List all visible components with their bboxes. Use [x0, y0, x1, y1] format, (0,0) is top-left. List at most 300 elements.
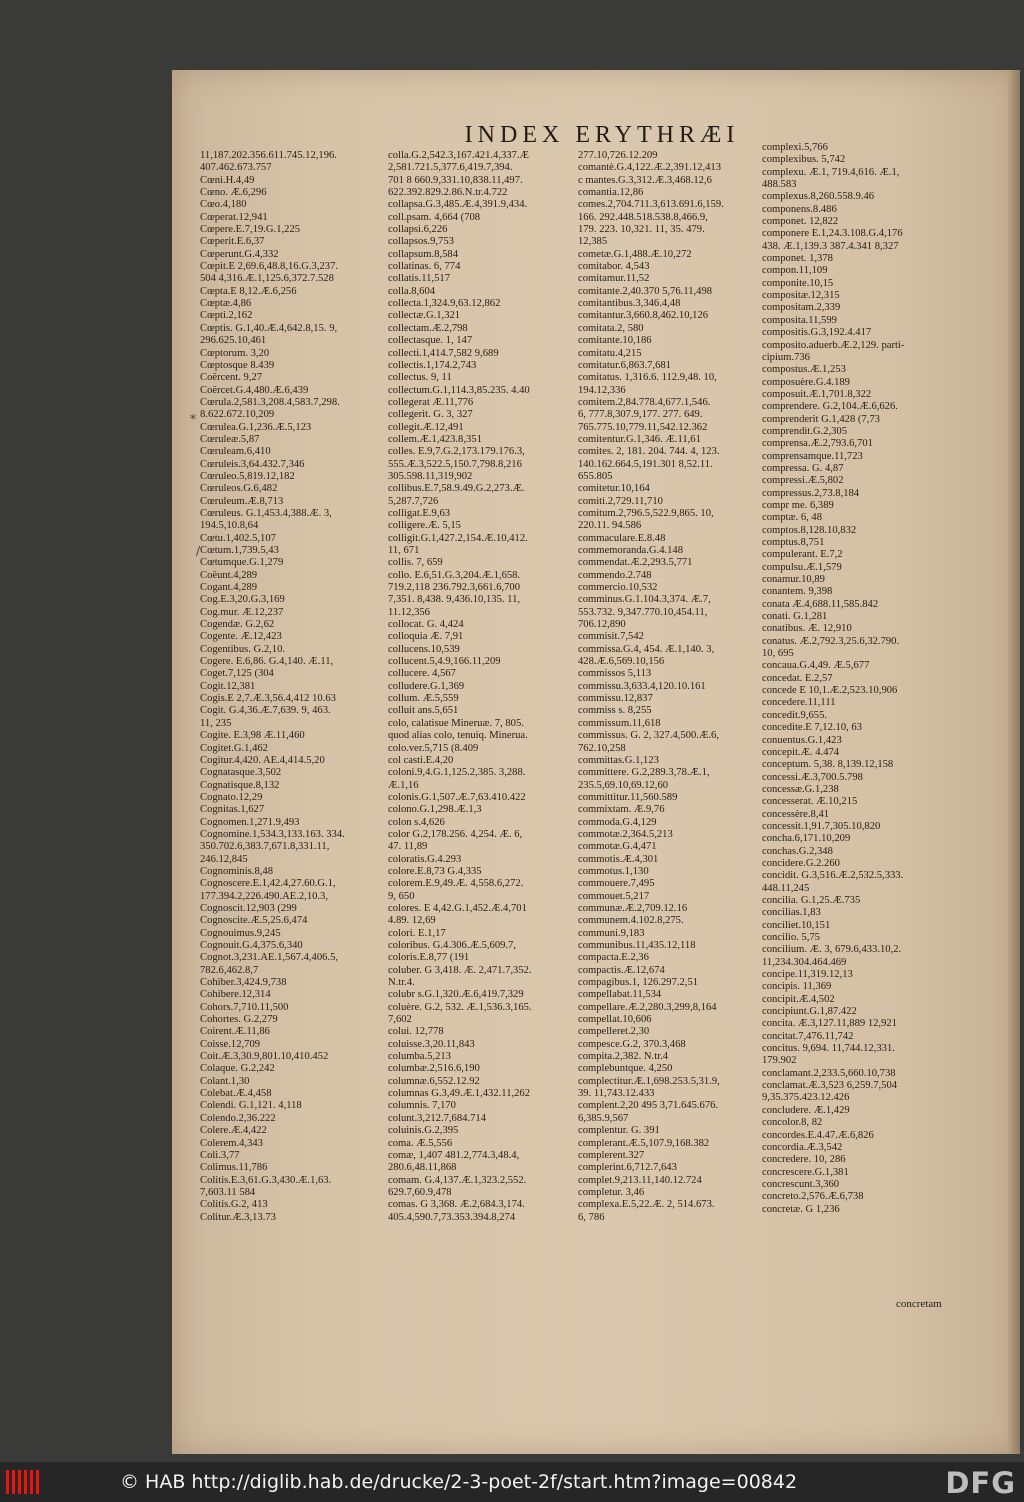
- index-entry: completur. 3,46: [578, 1186, 645, 1198]
- index-entry: collapsa.G.3,485.Æ.4,391.9,434.: [388, 199, 528, 211]
- index-entry: Cohiber.3,424.9,738: [200, 977, 287, 989]
- index-entry: Colant.1,30: [200, 1075, 250, 1087]
- index-entry: coluinis.G.2,395: [388, 1125, 459, 1137]
- index-entry: 8.622.672.10,209: [200, 409, 275, 421]
- index-entry: 296.625.10,461: [200, 335, 267, 347]
- index-entry: concreto.2,576.Æ.6,738: [762, 1191, 864, 1203]
- index-entry: coloratis.G.4.293: [388, 853, 462, 865]
- index-entry: compita.2,382. N.tr.4: [578, 1051, 669, 1063]
- index-entry: communibus.11,435.12,118: [578, 940, 696, 951]
- index-entry: Cœni.H.4,49: [200, 174, 255, 186]
- index-entry: colligit.G.1,427.2,154.Æ.10,412.: [388, 532, 528, 544]
- index-entry: Cœruleus. G.1,453.4,388.Æ. 3,: [200, 507, 332, 519]
- index-entry: comitamur.11,52: [578, 273, 650, 285]
- index-entry: complent.2,20 495 3,71.645.676.: [578, 1100, 719, 1112]
- index-entry: commotæ.2,364.5,213: [578, 828, 673, 840]
- index-entry: Cœperunt.G.4,332: [200, 248, 279, 260]
- index-entry: concitat.7,476.11,742: [762, 1030, 854, 1042]
- index-entry: compon.11,109: [762, 265, 828, 277]
- index-entry: Colendo.2,36.222: [200, 1112, 276, 1124]
- index-entry: Cogere. E.6,86. G.4,140. Æ.11,: [200, 656, 334, 668]
- index-entry: Cognoscere.E.1,42.4,27.60.G.1,: [200, 878, 336, 890]
- index-entry: Coisse.12,709: [200, 1038, 261, 1050]
- index-entry: collucent.5,4.9,166.11,209: [388, 656, 501, 668]
- index-entry: concessère.8,41: [762, 808, 830, 820]
- index-entry: collapsum.8,584: [388, 248, 459, 260]
- index-entry: collegerit. G. 3, 327: [388, 409, 473, 421]
- index-entry: colla.G.2,542.3,167.421.4,337.Æ: [388, 150, 529, 161]
- index-entry: collapsos.9,753: [388, 236, 454, 248]
- index-entry: Cœruleum.Æ.8,713: [200, 495, 284, 507]
- index-entry: 4.89. 12,69: [388, 915, 436, 927]
- index-entry: collectam.Æ.2,798: [388, 322, 468, 334]
- index-entry: Cognatasque.3,502: [200, 767, 282, 779]
- index-entry: concessæ.G.1,238: [762, 783, 839, 795]
- index-entry: Cœo.4,180: [200, 199, 247, 211]
- index-entry: collucens.10,539: [388, 643, 460, 655]
- index-entry: commotæ.G.4,471: [578, 841, 657, 853]
- index-entry: concedite.E 7,12.10, 63: [762, 722, 863, 734]
- index-entry: complexa.E.5,22.Æ. 2, 514.673.: [578, 1199, 715, 1211]
- index-entry: colores. E 4,42.G.1,452.Æ.4,701: [388, 902, 527, 914]
- index-entry: concredere. 10, 286: [762, 1154, 846, 1166]
- index-entry: comitantur.3,660.8,462.10,126: [578, 310, 709, 322]
- index-entry: 701 8 660.9,331.10,838.11,497.: [388, 174, 523, 186]
- index-entry: comitatu.4,215: [578, 347, 642, 359]
- index-entry: compulsu.Æ.1,579: [762, 561, 842, 573]
- page-spine-edge: [1008, 70, 1020, 1454]
- index-entry: c mantes.G.3,312.Æ.3,468.12,6: [578, 174, 712, 186]
- index-entry: commaculare.E.8.48: [578, 532, 666, 544]
- index-entry: comminus.G.1.104.3,374. Æ.7,: [578, 594, 711, 606]
- index-entry: colles. E.9,7.G.2,173.179.176.3,: [388, 446, 525, 458]
- index-entry: colloquia Æ. 7,91: [388, 631, 464, 643]
- index-entry: Coli.3,77: [200, 1149, 240, 1161]
- index-entry: concepit.Æ. 4.474: [762, 746, 840, 758]
- index-entry: compostus.Æ.1,253: [762, 364, 846, 376]
- index-entry: Cœruleo.5,819.12,182: [200, 470, 295, 482]
- index-entry: 6,385.9,567: [578, 1112, 629, 1124]
- index-entry: collem.Æ.1,423.8,351: [388, 433, 482, 445]
- index-entry: Cogendæ. G.2,62: [200, 619, 275, 631]
- index-entry: coma. Æ.5,556: [388, 1137, 453, 1149]
- index-entry: Cognouimus.9,245: [200, 927, 281, 939]
- index-entry: concipiunt.G.1,87.422: [762, 1006, 857, 1018]
- index-entry: comantè.G.4,122.Æ.2,391.12,413: [578, 162, 722, 174]
- index-entry: Colerem.4,343: [200, 1137, 263, 1149]
- index-entry: 719.2,118 236.792.3,661.6,700: [388, 582, 521, 594]
- viewer-footer: [0, 1462, 1024, 1502]
- index-entry: concaua.G.4,49. Æ.5,677: [762, 660, 870, 672]
- index-entry: 428.Æ.6,569.10,156: [578, 656, 665, 668]
- index-entry: 762.10,258: [578, 742, 626, 754]
- index-entry: columnas G.3,49.Æ.1,432.11,262: [388, 1088, 531, 1100]
- index-entry: commissos 5,113: [578, 668, 652, 680]
- index-entry: Coërcent. 9,27: [200, 372, 263, 384]
- index-entry: Colitis.E.3,61.G.3,430.Æ.1,63.: [200, 1174, 332, 1186]
- index-entry: 629.7,60.9,478: [388, 1186, 452, 1198]
- index-entry: Coërcet.G.4,480.Æ.6,439: [200, 384, 309, 396]
- index-entry: 405.4,590.7,73.353.394.8,274: [388, 1211, 516, 1223]
- index-entry: concretæ. G 1,236: [762, 1203, 840, 1215]
- index-entry: commissus. G. 2, 327.4,500.Æ.6,: [578, 730, 719, 742]
- index-entry: Cogant.4,289: [200, 582, 258, 594]
- index-entry: Cogentibus. G.2,10.: [200, 643, 286, 655]
- index-entry: 504 4,316.Æ.1,125.6,372.7.528: [200, 273, 334, 285]
- index-entry: colludere.G.1,369: [388, 680, 465, 692]
- index-entry: 6, 777.8,307.9,177. 277. 649.: [578, 409, 703, 421]
- index-entry: conciliet.10,151: [762, 919, 831, 931]
- index-entry: concede E 10,1.Æ.2,523.10,906: [762, 685, 898, 697]
- index-entry: 140.162.664.5,191.301 8,52.11.: [578, 458, 713, 470]
- index-entry: concordia.Æ.3,542: [762, 1141, 843, 1153]
- index-entry: commendat.Æ.2,293.5,771: [578, 557, 693, 569]
- index-entry: Cœpit.E 2,69.6,48.8,16.G.3,237.: [200, 261, 339, 273]
- index-entry: colo.ver.5,715 (8.409: [388, 742, 479, 754]
- index-entry: 11,234.304.464.469: [762, 956, 847, 968]
- catchword: concretam: [896, 1298, 942, 1310]
- index-entry: Cohibere.12,314: [200, 989, 271, 1001]
- index-entry: commotus.1,130: [578, 865, 649, 877]
- index-entry: 622.392.829.2.86.N.tr.4.722: [388, 187, 508, 199]
- index-entry: concitus. 9,694. 11,744.12,331.: [762, 1043, 895, 1055]
- index-entry: compellabat.11,534: [578, 989, 662, 1001]
- index-entry: conatibus. Æ. 12,910: [762, 623, 852, 635]
- index-entry: coloribus. G.4.306.Æ.5,609.7,: [388, 940, 517, 951]
- index-entry: comiti.2,729.11,710: [578, 495, 663, 507]
- index-entry: collatinas. 6, 774: [388, 261, 461, 273]
- index-entry: 350.702.6,383.7,671.8,331.11,: [200, 841, 330, 853]
- index-entry: colono.G.1,298.Æ.1,3: [388, 804, 482, 816]
- index-entry: collegit.Æ.12,491: [388, 421, 464, 433]
- index-entry: compelleret.2,30: [578, 1026, 650, 1038]
- index-entry: 655.805: [578, 470, 613, 482]
- index-entry: 7,602: [388, 1014, 412, 1026]
- index-entry: comitante.2,40.370 5,76.11,498: [578, 285, 713, 297]
- index-entry: collegerat Æ.11,776: [388, 396, 474, 408]
- index-entry: 7,351. 8,438. 9,436.10,135. 11,: [388, 594, 521, 606]
- index-entry: Cœptorum. 3,20: [200, 347, 270, 359]
- index-entry: comprenderit G.1,428 (7,73: [762, 413, 880, 425]
- index-entry: colligat.E.9,63: [388, 507, 451, 519]
- index-entry: Cogente. Æ.12,423: [200, 631, 282, 643]
- index-entry: Cœperit.E.6,37: [200, 236, 265, 248]
- index-entry: Cœpta.E 8,12.Æ.6,256: [200, 285, 297, 297]
- index-entry: compacta.E.2,36: [578, 952, 649, 964]
- index-entry: 194.5,10.8,64: [200, 520, 259, 532]
- index-entry: Coget.7,125 (304: [200, 668, 274, 680]
- index-entry: 706.12,890: [578, 619, 626, 631]
- index-entry: Cohortes. G.2,279: [200, 1014, 278, 1026]
- index-entry: Cœpti.2,162: [200, 310, 253, 322]
- index-entry: commissu.3,633.4,120.10.161: [578, 680, 706, 692]
- index-entry: comptæ. 6, 48: [762, 512, 823, 524]
- index-entry: 6, 786: [578, 1211, 605, 1223]
- index-entry: commotis.Æ.4,301: [578, 853, 659, 865]
- index-entry: coluisse.3,20.11,843: [388, 1038, 475, 1050]
- index-entry: conclamant.2,233.5,660.10,738: [762, 1067, 896, 1079]
- index-entry: communem.4.102.8,275.: [578, 915, 684, 927]
- index-entry: comitatus. 1,316.6. 112.9,48. 10,: [578, 372, 717, 384]
- index-entry: concrescere.G.1,381: [762, 1166, 849, 1178]
- index-entry: concedit.9,655.: [762, 709, 828, 721]
- copyright-link[interactable]: © HAB http://diglib.hab.de/drucke/2-3-poet-2f/start.htm?image=00842: [120, 1471, 798, 1493]
- index-entry: N.tr.4.: [388, 977, 415, 989]
- index-entry: conamur.10,89: [762, 574, 825, 586]
- index-entry: concesserat. Æ.10,215: [762, 796, 858, 808]
- index-entry: 47. 11,89: [388, 841, 428, 853]
- index-entry: 5,287.7,726: [388, 495, 439, 507]
- index-entry: columnis. 7,170: [388, 1100, 456, 1112]
- index-entry: Cognoscit.12,903 (299: [200, 902, 297, 914]
- index-entry: Cognoscite.Æ.5,25.6,474: [200, 915, 308, 927]
- index-entry: 280.6,48.11,868: [388, 1162, 457, 1174]
- index-entry: 179.902: [762, 1055, 797, 1067]
- index-entry: comites. 2, 181. 204. 744. 4, 123.: [578, 446, 720, 458]
- index-entry: collocat. G. 4,424: [388, 619, 464, 631]
- index-entry: columbæ.2,516.6,190: [388, 1063, 480, 1075]
- index-entry: Cœruleæ.5,87: [200, 433, 260, 445]
- index-entry: comitabor. 4,543: [578, 261, 650, 273]
- index-entry: comitante.10,186: [578, 335, 652, 347]
- index-entry: Cœptis. G.1,40.Æ.4,642.8,15. 9,: [200, 322, 338, 334]
- index-entry: comitantibus.3,346.4,48: [578, 298, 681, 310]
- index-entry: commendo.2.748: [578, 569, 652, 581]
- index-entry: Colitis.G.2, 413: [200, 1199, 268, 1211]
- index-entry: color G.2,178.256. 4,254. Æ. 6,: [388, 828, 523, 840]
- index-entry: concolor.8, 82: [762, 1117, 823, 1129]
- index-entry: 10, 695: [762, 648, 794, 660]
- index-entry: complexu. Æ.1, 719.4,616. Æ.1,: [762, 166, 900, 178]
- index-entry: Colere.Æ.4,422: [200, 1125, 267, 1137]
- index-entry: concipis. 11,369: [762, 981, 832, 993]
- index-entry: collibus.E.7,58.9.49.G.2,273.Æ.: [388, 483, 525, 495]
- index-entry: Cogite. E.3,98 Æ.11,460: [200, 730, 305, 742]
- index-entry: 553.732. 9,347.770.10,454.11,: [578, 606, 708, 618]
- index-entry: compressi.Æ.5,802: [762, 475, 844, 487]
- index-entry: Cœptosque 8.439: [200, 359, 275, 371]
- index-entry: Cognatisque.8,132: [200, 779, 280, 791]
- index-entry: comes.2,704.711.3,613.691.6,159.: [578, 199, 724, 211]
- index-entry: concedere.11,111: [762, 697, 836, 709]
- margin-asterisk: *: [190, 412, 196, 426]
- index-entry: 438. Æ.1,139.3 387.4.341 8,327: [762, 240, 899, 252]
- hab-logo-icon: [6, 1470, 40, 1494]
- index-entry: 765.775.10,779.11,542.12.362: [578, 421, 708, 433]
- index-entry: Coëunt.4,289: [200, 569, 258, 581]
- index-entry: concilia. G.1,25.Æ.735: [762, 894, 861, 906]
- index-entry: colon s.4,626: [388, 816, 445, 828]
- index-entry: Colaque. G.2,242: [200, 1063, 275, 1075]
- index-entry: compellare.Æ.2,280.3,299,8,164: [578, 1001, 717, 1013]
- index-entry: compellat.10,606: [578, 1014, 652, 1026]
- index-entry: commissa.G.4, 454. Æ.1,140. 3,: [578, 643, 715, 655]
- index-entry: 11,187.202.356.611.745.12,196.: [200, 150, 337, 161]
- index-entry: quod alias colo, tenuiq. Minerua.: [388, 730, 528, 742]
- index-entry: componet. 1,378: [762, 253, 833, 265]
- index-entry: collucere. 4,567: [388, 668, 456, 680]
- index-entry: Cognato.12,29: [200, 791, 263, 803]
- index-entry: concedat. E.2,57: [762, 672, 833, 684]
- index-entry: 12,385: [578, 236, 608, 248]
- index-entry: compositæ.12,315: [762, 290, 840, 302]
- index-entry: conati. G.1,281: [762, 611, 828, 623]
- index-entry: colonis.G.1,507.Æ.7,63.410.422: [388, 791, 526, 803]
- index-entry: Cognitas.1,627: [200, 804, 265, 816]
- index-entry: concludere. Æ.1,429: [762, 1104, 850, 1116]
- index-entry: compactis.Æ.12,674: [578, 964, 665, 976]
- index-entry: complerant.Æ.5,107.9,168.382: [578, 1137, 710, 1149]
- index-entry: compositam.2,339: [762, 302, 841, 314]
- index-entry: colluit ans.5,651: [388, 705, 459, 717]
- index-entry: columnæ.6,552.12.92: [388, 1075, 480, 1087]
- index-entry: Cognot.3,231.AE.1,567.4,406.5,: [200, 952, 339, 964]
- index-entry: Cœtumque.G.1,279: [200, 557, 284, 569]
- index-entry: collectasque. 1, 147: [388, 335, 473, 347]
- index-entry: commixtam. Æ.9,76: [578, 804, 665, 816]
- index-entry: 246.12,845: [200, 853, 248, 865]
- index-entry: composita.11,599: [762, 314, 837, 326]
- index-entry: Cogit. G.4,36.Æ.7,639. 9, 463.: [200, 705, 331, 717]
- index-entry: comitata.2, 580: [578, 322, 644, 334]
- index-column-2: [388, 150, 576, 1224]
- index-entry: Coit.Æ.3,30.9,801.10,410.452: [200, 1051, 329, 1063]
- index-entry: 39. 11,743.12.433: [578, 1088, 655, 1100]
- index-entry: colorem.E.9,49.Æ. 4,558.6,272.: [388, 878, 524, 890]
- index-entry: colore.E.8,73 G.4,335: [388, 865, 482, 877]
- index-entry: Colimus.11,786: [200, 1162, 268, 1174]
- index-entry: 194.12,336: [578, 384, 626, 396]
- index-column-4: [762, 142, 972, 1216]
- index-entry: Cœtu.1,402.5,107: [200, 532, 276, 544]
- index-entry: comprendit.G.2,305: [762, 425, 848, 437]
- index-entry: componere E.1,24.3.108.G.4,176: [762, 228, 903, 240]
- index-entry: concilias.1,83: [762, 907, 821, 919]
- index-entry: 782.6,462.8,7: [200, 964, 259, 976]
- index-entry: comitum.2,796.5,522.9,865. 10,: [578, 507, 714, 519]
- index-entry: comprendere. G.2,104.Æ.6,626.: [762, 401, 898, 413]
- index-entry: Cœtum.1,739.5,43: [200, 545, 279, 556]
- index-entry: Cohors.7,710.11,500: [200, 1001, 289, 1013]
- index-entry: componens.8.486: [762, 203, 837, 215]
- index-entry: colo, calatisue Mineruæ. 7, 805.: [388, 717, 524, 729]
- index-entry: compressa. G. 4,87: [762, 462, 844, 474]
- index-entry: 9,35.375.423.12.426: [762, 1092, 850, 1104]
- index-entry: 488.583: [762, 179, 797, 191]
- index-entry: Cog.mur. Æ.12,237: [200, 606, 284, 618]
- index-entry: compositis.G.3,192.4.417: [762, 327, 872, 339]
- index-entry: concipit.Æ.4,502: [762, 993, 835, 1005]
- index-entry: collecti.1,414.7,582 9,689: [388, 347, 499, 359]
- index-entry: colubr s.G.1,320.Æ.6,419.7,329: [388, 989, 524, 1001]
- index-entry: comantia.12,86: [578, 187, 644, 199]
- index-entry: 220.11. 94.586: [578, 520, 642, 532]
- index-entry: communæ.Æ.2,709.12.16: [578, 902, 688, 914]
- index-entry: Æ.1,16: [388, 779, 419, 791]
- index-entry: Cœruleos.G.6,482: [200, 483, 278, 495]
- index-entry: concilio. 5,75: [762, 932, 820, 943]
- index-entry: conceptum. 5,38. 8,139.12,158: [762, 759, 894, 771]
- index-entry: conantem. 9,398: [762, 586, 833, 598]
- margin-slash: /: [196, 544, 201, 558]
- index-entry: 448.11,245: [762, 882, 810, 894]
- index-entry: communi.9,183: [578, 927, 645, 939]
- index-entry: commouere.7,495: [578, 878, 655, 890]
- index-entry: comitem.2,84.778.4,677.1,546.: [578, 396, 711, 408]
- index-entry: committas.G.1,123: [578, 754, 659, 766]
- index-entry: cometæ.G.1,488.Æ.10,272: [578, 248, 692, 260]
- index-entry: coloris.E.8,77 (191: [388, 952, 470, 964]
- index-column-3: [578, 150, 760, 1224]
- index-entry: Colitur.Æ.3,13.73: [200, 1211, 276, 1223]
- index-entry: Cognouit.G.4,375.6,340: [200, 940, 303, 951]
- index-entry: 407.462.673.757: [200, 162, 272, 174]
- index-entry: 277.10,726.12.209: [578, 150, 658, 161]
- index-entry: concidere.G.2.260: [762, 857, 840, 869]
- index-entry: coluère. G.2, 532. Æ.1,536.3,165.: [388, 1001, 532, 1013]
- index-entry: Cognomine.1,534.3,133.163. 334.: [200, 828, 345, 840]
- index-entry: coluber. G 3,418. Æ. 2,471.7,352.: [388, 964, 532, 976]
- index-entry: collectus. 9, 11: [388, 372, 452, 384]
- index-entry: componet. 12,822: [762, 216, 839, 228]
- index-entry: 166. 292.448.518.538.8,466.9,: [578, 211, 708, 223]
- index-entry: commemoranda.G.4.148: [578, 545, 684, 556]
- index-entry: comitetur.10,164: [578, 483, 650, 495]
- index-entry: 177.394.2,226.490.AE.2,10.3,: [200, 890, 329, 902]
- index-entry: comprensa.Æ.2,793.6,701: [762, 438, 873, 450]
- index-entry: composuère.G.4.189: [762, 376, 850, 388]
- index-entry: Coirent.Æ.11,86: [200, 1026, 270, 1038]
- index-entry: compagibus.1, 126.297.2,51: [578, 977, 699, 989]
- index-entry: Cœptæ.4,86: [200, 298, 252, 310]
- index-entry: 555.Æ.3,522.5,150.7,798.8,216: [388, 458, 522, 470]
- index-entry: 11, 235: [200, 717, 232, 729]
- index-entry: committere. G.2,289.3,78.Æ.1,: [578, 767, 710, 779]
- dfg-logo: DFG: [945, 1466, 1016, 1500]
- index-entry: commissu.12,837: [578, 693, 653, 705]
- index-entry: concita. Æ.3,127.11,889 12,921: [762, 1018, 897, 1030]
- index-entry: conchas.G.2,348: [762, 845, 833, 857]
- index-entry: complexi.5,766: [762, 142, 828, 153]
- index-entry: collis. 7, 659: [388, 557, 443, 569]
- index-entry: concidit. G.3,516.Æ.2,532.5,333.: [762, 870, 904, 882]
- index-entry: complet.9,213.11,140.12.724: [578, 1174, 702, 1186]
- index-entry: composuit.Æ.1,701.8,322: [762, 388, 872, 400]
- index-entry: colunt.3,212.7,684.714: [388, 1112, 486, 1124]
- index-entry: Cœno. Æ.6,296: [200, 187, 267, 199]
- index-entry: composito.aduerb.Æ.2,129. parti-: [762, 339, 905, 351]
- index-entry: colui. 12,778: [388, 1026, 444, 1038]
- index-entry: 305.598.11,319,902: [388, 470, 473, 482]
- index-entry: Cognomen.1,271.9,493: [200, 816, 300, 828]
- index-entry: commercio.10,532: [578, 582, 658, 594]
- index-entry: Cogitet.G.1,462: [200, 742, 268, 754]
- index-entry: 179. 223. 10,321. 11, 35. 479.: [578, 224, 705, 236]
- index-column-1: [200, 150, 386, 1224]
- index-entry: complectitur.Æ.1,698.253.5,31.9,: [578, 1075, 720, 1087]
- index-entry: concha.6,171.10,209: [762, 833, 851, 845]
- index-entry: columba.5,213: [388, 1051, 451, 1063]
- book-page: [172, 70, 1020, 1454]
- index-entry: comam. G.4,137.Æ.1,323.2,552.: [388, 1174, 527, 1186]
- index-entry: commissum.11,618: [578, 717, 661, 729]
- index-entry: comas. G 3,368. Æ.2,684.3,174.: [388, 1199, 525, 1211]
- index-entry: 11.12,356: [388, 606, 430, 618]
- index-entry: comitentur.G.1,346. Æ.11,61: [578, 433, 701, 445]
- index-entry: commouet.5,217: [578, 890, 650, 902]
- index-entry: Cœruleam.6,410: [200, 446, 271, 458]
- index-entry: comitatur.6,863.7,681: [578, 359, 671, 371]
